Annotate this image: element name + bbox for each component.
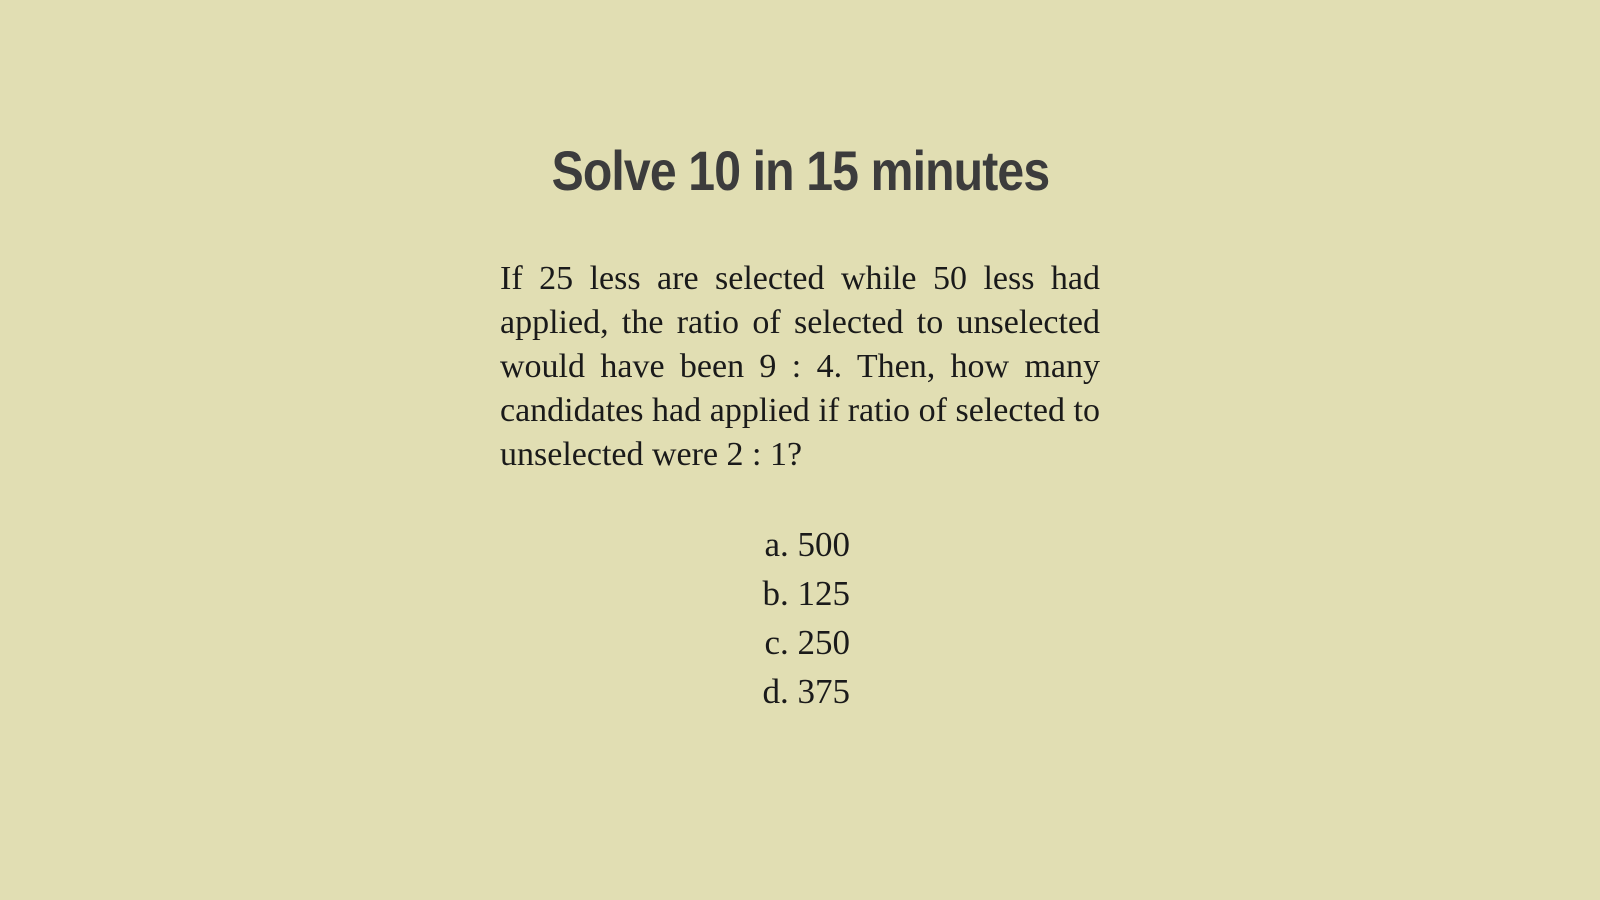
answer-option-d[interactable] (0, 667, 1600, 716)
answer-option-a-label: a. 500 (764, 525, 850, 564)
answer-option-b-label: b. 125 (762, 574, 850, 613)
question-text: If 25 less are selected while 50 less had applied, the ratio of selected to unselected would have been 9 : 4. Then, how many candidates had applied if ratio of selected to unselected were 2 : 1? (500, 260, 1100, 473)
page-title: Solve 10 in 15 minutes (551, 139, 1050, 202)
answer-options-list (0, 520, 1600, 716)
answer-option-c[interactable] (0, 618, 1600, 667)
answer-option-d-label: d. 375 (762, 672, 850, 711)
answer-option-a[interactable] (0, 520, 1600, 569)
answer-option-c-label: c. 250 (764, 623, 850, 662)
answer-option-b[interactable] (0, 569, 1600, 618)
